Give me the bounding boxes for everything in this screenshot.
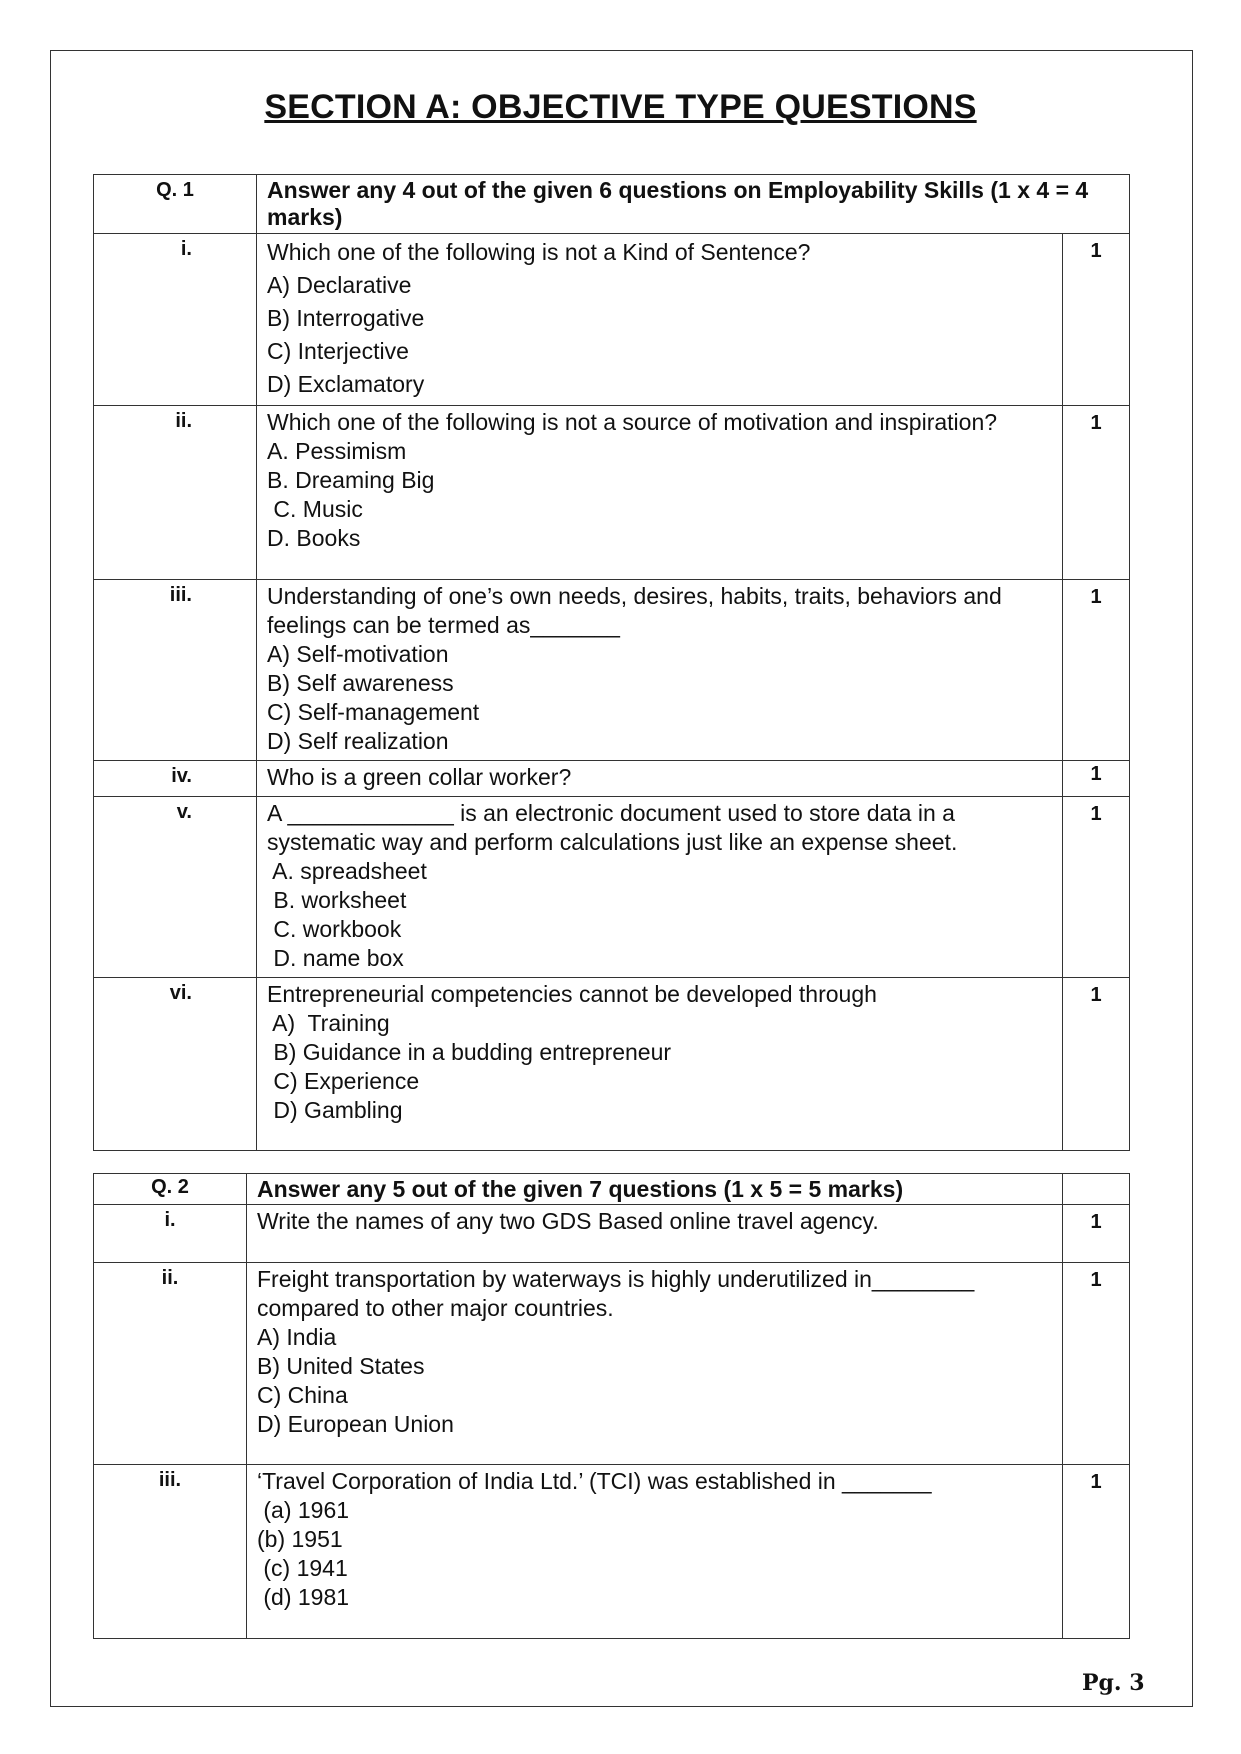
option: A) Declarative <box>267 272 412 298</box>
question-number: ii. <box>94 1263 247 1465</box>
option: D) Gambling <box>267 1097 403 1123</box>
mark: 1 <box>1063 1465 1130 1639</box>
question-body <box>247 1205 1063 1263</box>
option: C) Interjective <box>267 338 409 364</box>
option: C. workbook <box>267 916 402 942</box>
question-stem: Entrepreneurial competencies cannot be developed through <box>267 981 877 1007</box>
q1-number: Q. 1 <box>94 175 257 234</box>
option: A. Pessimism <box>267 438 407 464</box>
option: A) Self-motivation <box>267 641 449 667</box>
question-row <box>94 406 1130 580</box>
option: D) European Union <box>257 1411 454 1437</box>
question-stem: Which one of the following is not a Kind of Sentence? <box>267 239 811 265</box>
option: D) Exclamatory <box>267 371 425 397</box>
mark: 1 <box>1063 761 1130 797</box>
question-body <box>247 1465 1063 1639</box>
question-row <box>94 580 1130 761</box>
option: B) United States <box>257 1353 425 1379</box>
question-body <box>257 978 1063 1151</box>
option: A. spreadsheet <box>267 858 427 884</box>
question-number: i. <box>94 1205 247 1263</box>
mark: 1 <box>1063 1205 1130 1263</box>
question-stem: Which one of the following is not a source of motivation and inspiration? <box>267 409 998 435</box>
question-body <box>257 761 1063 797</box>
mark: 1 <box>1063 978 1130 1151</box>
question-number: ii. <box>94 406 257 580</box>
question-stem: Understanding of one’s own needs, desires, habits, traits, behaviors and feelings can be termed as_______ <box>267 583 1002 638</box>
question-number: i. <box>94 234 257 406</box>
q2-number: Q. 2 <box>94 1174 247 1205</box>
option: C) Experience <box>267 1068 420 1094</box>
option: C) Self-management <box>267 699 480 725</box>
option: B. Dreaming Big <box>267 467 435 493</box>
option: C. Music <box>267 496 363 522</box>
option: B) Interrogative <box>267 305 425 331</box>
question-stem: Freight transportation by waterways is highly underutilized in________ compared to other major countries. <box>257 1266 975 1321</box>
question-row <box>94 978 1130 1151</box>
option: B. worksheet <box>267 887 407 913</box>
question-stem: ‘Travel Corporation of India Ltd.’ (TCI) was established in _______ <box>257 1468 932 1494</box>
option: B) Self awareness <box>267 670 454 696</box>
question-stem: Who is a green collar worker? <box>267 764 572 790</box>
question-row <box>94 234 1130 406</box>
page-number: Pg. 3 <box>1082 1670 1145 1696</box>
question-row <box>94 1205 1130 1263</box>
question-body <box>257 406 1063 580</box>
section-title: SECTION A: OBJECTIVE TYPE QUESTIONS <box>264 88 977 126</box>
q2-table <box>93 1173 1130 1639</box>
option: A) India <box>257 1324 337 1350</box>
option: B) Guidance in a budding entrepreneur <box>267 1039 672 1065</box>
option: (a) 1961 <box>257 1497 350 1523</box>
question-number: vi. <box>94 978 257 1151</box>
option: A) Training <box>267 1010 390 1036</box>
question-body <box>257 234 1063 406</box>
option: (d) 1981 <box>257 1584 350 1610</box>
question-body <box>257 797 1063 978</box>
mark: 1 <box>1063 234 1130 406</box>
question-row <box>94 797 1130 978</box>
q1-instruction: Answer any 4 out of the given 6 questions on Employability Skills (1 x 4 = 4 marks) <box>257 175 1130 234</box>
q2-instruction: Answer any 5 out of the given 7 questions (1 x 5 = 5 marks) <box>247 1174 1063 1205</box>
option: (b) 1951 <box>257 1526 343 1552</box>
question-stem: Write the names of any two GDS Based online travel agency. <box>257 1208 879 1234</box>
question-body <box>257 580 1063 761</box>
question-row <box>94 761 1130 797</box>
question-stem: A _____________ is an electronic document used to store data in a systematic way and perform calculations just like an expense sheet. <box>267 800 958 855</box>
question-body <box>247 1263 1063 1465</box>
question-number: iv. <box>94 761 257 797</box>
option: D) Self realization <box>267 728 449 754</box>
empty-cell <box>1063 1174 1130 1205</box>
mark: 1 <box>1063 1263 1130 1465</box>
option: D. Books <box>267 525 361 551</box>
question-number: iii. <box>94 1465 247 1639</box>
question-number: iii. <box>94 580 257 761</box>
mark: 1 <box>1063 406 1130 580</box>
question-row <box>94 1263 1130 1465</box>
option: C) China <box>257 1382 348 1408</box>
option: D. name box <box>267 945 404 971</box>
option: (c) 1941 <box>257 1555 348 1581</box>
mark: 1 <box>1063 580 1130 761</box>
mark: 1 <box>1063 797 1130 978</box>
q1-table <box>93 174 1130 1151</box>
question-row <box>94 1465 1130 1639</box>
question-number: v. <box>94 797 257 978</box>
